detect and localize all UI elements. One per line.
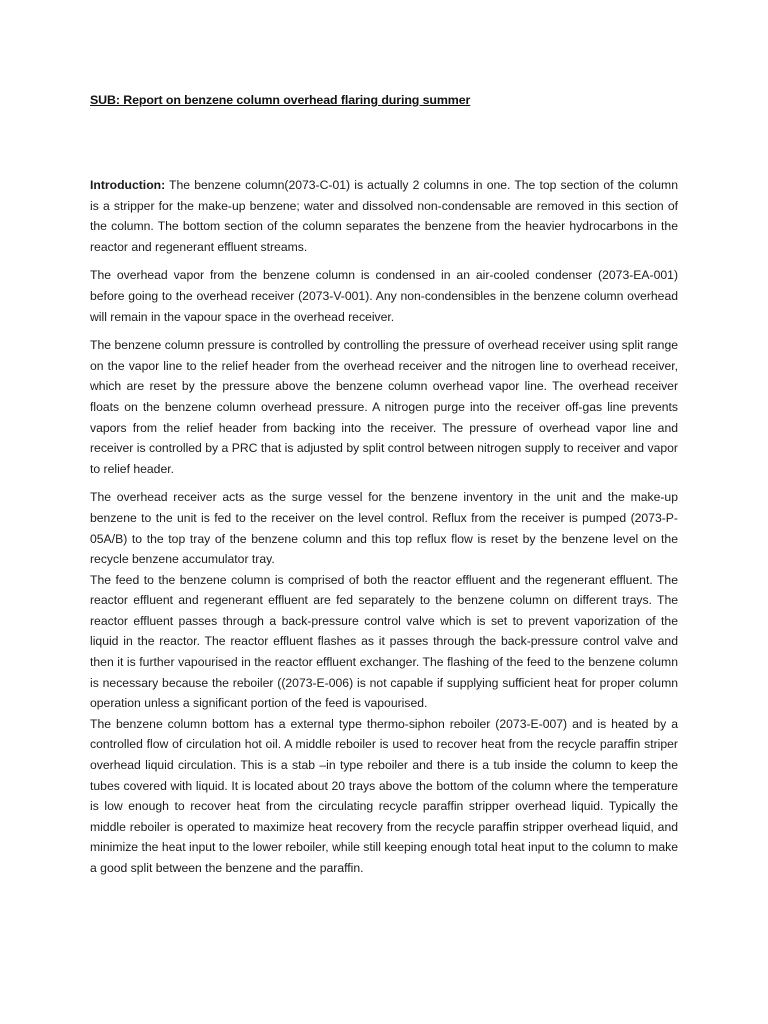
- report-body: [90, 175, 678, 879]
- paragraph-pressure-control: The benzene column pressure is controlled by controlling the pressure of overhead receiver using split range on the vapor line to the relief header from the overhead receiver and the nitrogen line to overhead receiver, which are reset by the pressure above the benzene column overhead vapor line. The overhead receiver floats on the benzene column overhead pressure. A nitrogen purge into the receiver off-gas line prevents vapors from the relief header from backing into the receiver. The pressure of overhead vapor line and receiver is controlled by a PRC that is adjusted by split control between nitrogen supply to receiver and vapor to relief header.: [90, 338, 678, 476]
- intro-label: Introduction:: [90, 178, 166, 192]
- intro-paragraph: [90, 175, 678, 257]
- intro-text: The benzene column(2073-C-01) is actually 2 columns in one. The top section of the column is a stripper for the make-up benzene; water and dissolved non-condensable are removed in this section of the column. The bottom section of the column separates the benzene from the heavier hydrocarbons in the reactor and regenerant effluent streams.: [90, 178, 678, 254]
- paragraph-reboiler: The benzene column bottom has a external type thermo-siphon reboiler (2073-E-007) and is heated by a controlled flow of circulation hot oil. A middle reboiler is used to recover heat from the recycle paraffin striper overhead liquid circulation. This is a stab –in type reboiler and there is a tub inside the column to keep the tubes covered with liquid. It is located about 20 trays above the bottom of the column where the temperature is low enough to recover heat from the circulating recycle paraffin stripper overhead liquid. Typically the middle reboiler is operated to maximize heat recovery from the recycle paraffin stripper overhead liquid, and minimize the heat input to the lower reboiler, while still keeping enough total heat input to the column to make a good split between the benzene and the paraffin.: [90, 716, 678, 875]
- paragraph-feed: The feed to the benzene column is comprised of both the reactor effluent and the regenerant effluent. The reactor effluent and regenerant effluent are fed separately to the benzene column on different trays. The reactor effluent passes through a back-pressure control valve which is set to prevent vaporization of the liquid in the reactor. The reactor effluent flashes as it passes through the back-pressure control valve and then it is further vapourised in the reactor effluent exchanger. The flashing of the feed to the benzene column is necessary because the reboiler ((2073-E-006) is not capable if supplying sufficient heat for proper column operation unless a significant portion of the feed is vapourised.: [90, 572, 678, 711]
- paragraph-condenser: The overhead vapor from the benzene column is condensed in an air-cooled condenser (2073-EA-001) before going to the overhead receiver (2073-V-001). Any non-condensibles in the benzene column overhead will remain in the vapour space in the overhead receiver.: [90, 268, 678, 324]
- report-subject: SUB: Report on benzene column overhead flaring during summer: [90, 93, 471, 107]
- paragraph-surge-vessel: The overhead receiver acts as the surge vessel for the benzene inventory in the unit and the make-up benzene to the unit is fed to the receiver on the level control. Reflux from the receiver is pumped (2073-P-05A/B) to the top tray of the benzene column and this top reflux flow is reset by the benzene level on the recycle benzene accumulator tray.: [90, 490, 678, 567]
